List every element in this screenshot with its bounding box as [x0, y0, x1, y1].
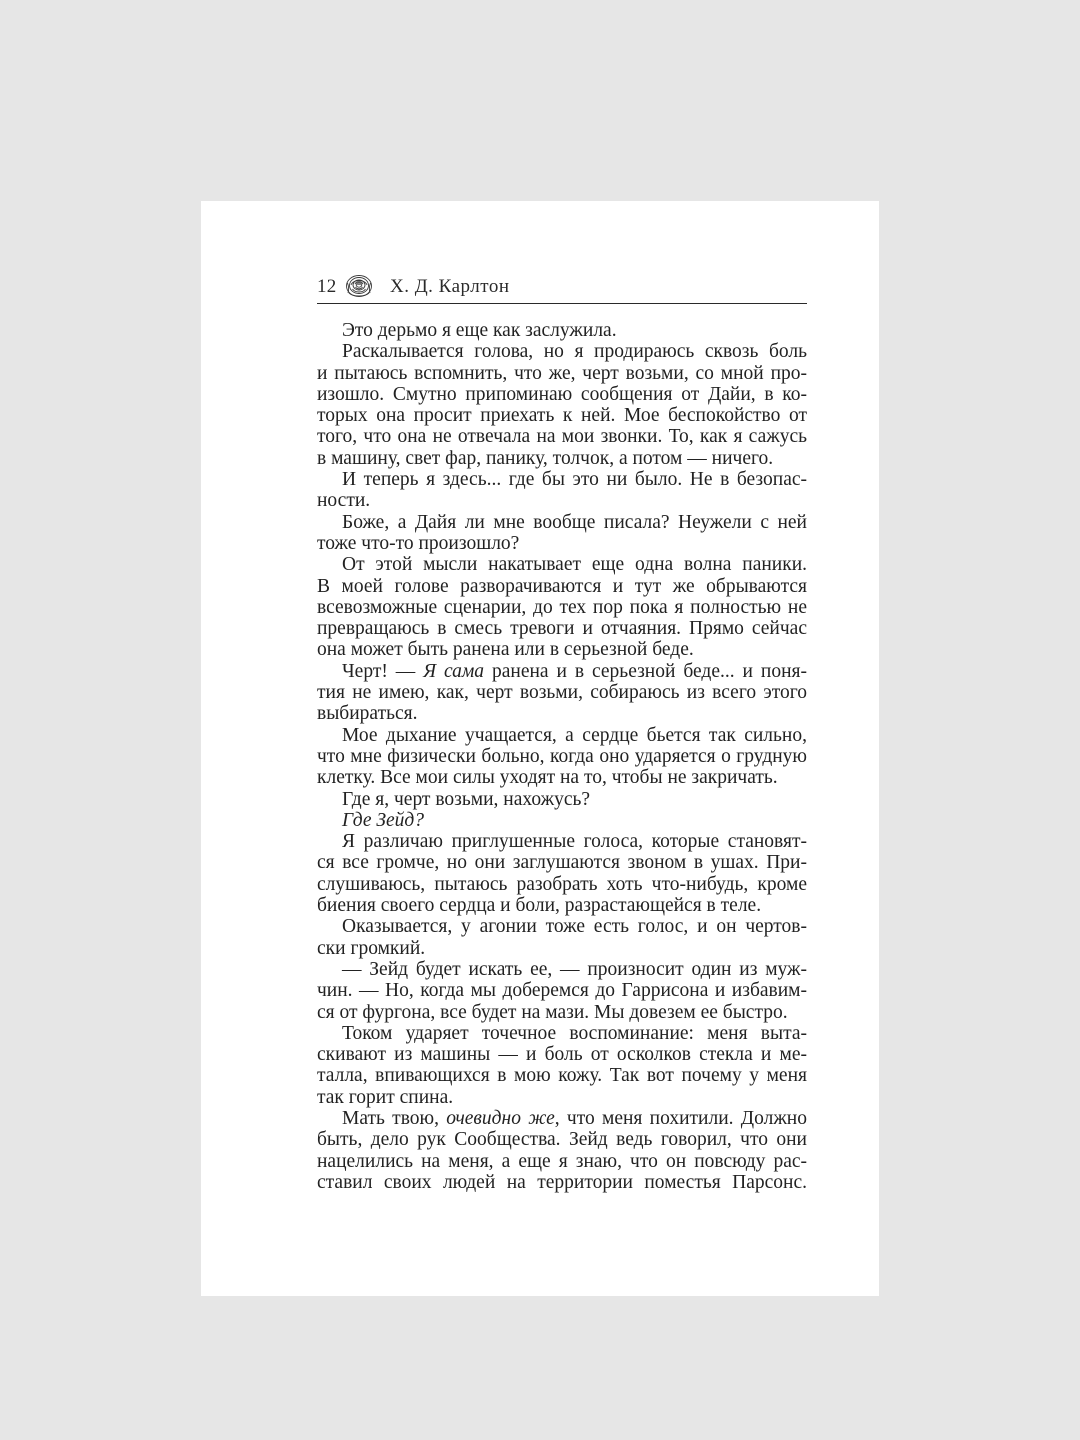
italic-text: очевидно же	[446, 1107, 555, 1129]
text-segment: ранена и в серьезной беде... и поня-	[484, 660, 807, 682]
text-line: тоже что-то произошло?	[317, 532, 520, 554]
text-segment: Мать твою,	[342, 1107, 447, 1129]
text-line: Где я, черт возьми, нахожусь?	[342, 788, 591, 810]
text-line: быть, дело рук Сообщества. Зейд ведь говорил, что они	[317, 1129, 807, 1151]
text-line: Это дерьмо я еще как заслужила.	[342, 320, 617, 341]
text-line: в машину, свет фар, панику, толчок, а потом — ничего.	[317, 447, 774, 469]
rose-icon	[345, 273, 373, 299]
text-line: ски громкий.	[317, 937, 426, 959]
text-line: тия не имею, как, черт возьми, собираюсь из всего этого	[317, 682, 807, 704]
text-line: биения своего сердца и боли, разрастающейся в теле.	[317, 895, 762, 917]
text-line: Боже, а Дайя ли мне вообще писала? Неужели с ней	[342, 511, 807, 533]
running-head-author: Х. Д. Карлтон	[390, 276, 510, 297]
text-line: клетку. Все мои силы уходят на то, чтобы не закричать.	[317, 767, 778, 789]
page-number: 12	[317, 276, 337, 297]
text-line: изошло. Смутно припоминаю сообщения от Дайи, в ко-	[317, 383, 807, 405]
text-line: так горит спина.	[317, 1086, 454, 1108]
text-line: превращаюсь в смесь тревоги и отчаяния. Прямо сейчас	[317, 618, 807, 640]
text-segment: , что меня похитили. Должно	[554, 1107, 807, 1129]
text-line: нацелились на меня, а еще я знаю, что он повсюду рас-	[317, 1150, 807, 1172]
text-line: ности.	[317, 490, 371, 512]
text-line: и пытаюсь вспомнить, что же, черт возьми, со мной про-	[317, 362, 807, 384]
text-line	[317, 1108, 807, 1129]
text-line: торых она просит приехать к ней. Мое беспокойство от	[317, 405, 807, 427]
text-line: слушиваюсь, пытаюсь разобрать хоть что-нибудь, кроме	[317, 873, 807, 895]
text-line	[317, 810, 807, 831]
text-line: талла, впивающихся в мою кожу. Так вот почему у меня	[317, 1065, 807, 1087]
text-line: чин. — Но, когда мы доберемся до Гаррисона и избавим-	[317, 980, 807, 1002]
text-line: Я различаю приглушенные голоса, которые становят-	[342, 831, 807, 853]
text-line: Током ударяет точечное воспоминание: меня выта-	[342, 1022, 807, 1044]
text-segment: Черт! —	[342, 660, 424, 682]
text-line: ставил своих людей на территории поместья Парсонс.	[317, 1171, 807, 1193]
text-line: что мне физически больно, когда оно ударяется о грудную	[317, 745, 807, 767]
text-line: И теперь я здесь... где бы это ни было. Не в безопас-	[342, 469, 807, 491]
text-line: Мое дыхание учащается, а сердце бьется так сильно,	[342, 724, 807, 746]
text-line: она может быть ранена или в серьезной беде.	[317, 639, 694, 661]
text-line: всевозможные сценарии, до тех пор пока я полностью не	[317, 596, 807, 618]
text-line: ся от фургона, все будет на мази. Мы довезем ее быстро.	[317, 1001, 788, 1023]
text-line: ся все громче, но они заглушаются звоном в ушах. При-	[317, 852, 807, 874]
text-line: выбираться.	[317, 703, 418, 725]
body-text	[317, 320, 807, 1193]
running-header	[317, 273, 807, 304]
text-line: Раскалывается голова, но я продираюсь сквозь боль	[342, 341, 807, 363]
text-line: От этой мысли накатывает еще одна волна паники.	[342, 554, 807, 576]
italic-text: Я сама	[423, 660, 485, 682]
text-line: того, что она не отвечала на мои звонки. То, как я сажусь	[317, 426, 807, 448]
italic-text: Где Зейд?	[342, 809, 425, 831]
text-line	[317, 661, 807, 682]
text-line: В моей голове разворачиваются и тут же обрываются	[317, 575, 807, 597]
text-line: — Зейд будет искать ее, — произносит один из муж-	[342, 958, 807, 980]
book-page	[201, 201, 879, 1296]
text-line: скивают из машины — и боль от осколков стекла и ме-	[317, 1044, 807, 1066]
text-line: Оказывается, у агонии тоже есть голос, и он чертов-	[342, 916, 807, 938]
